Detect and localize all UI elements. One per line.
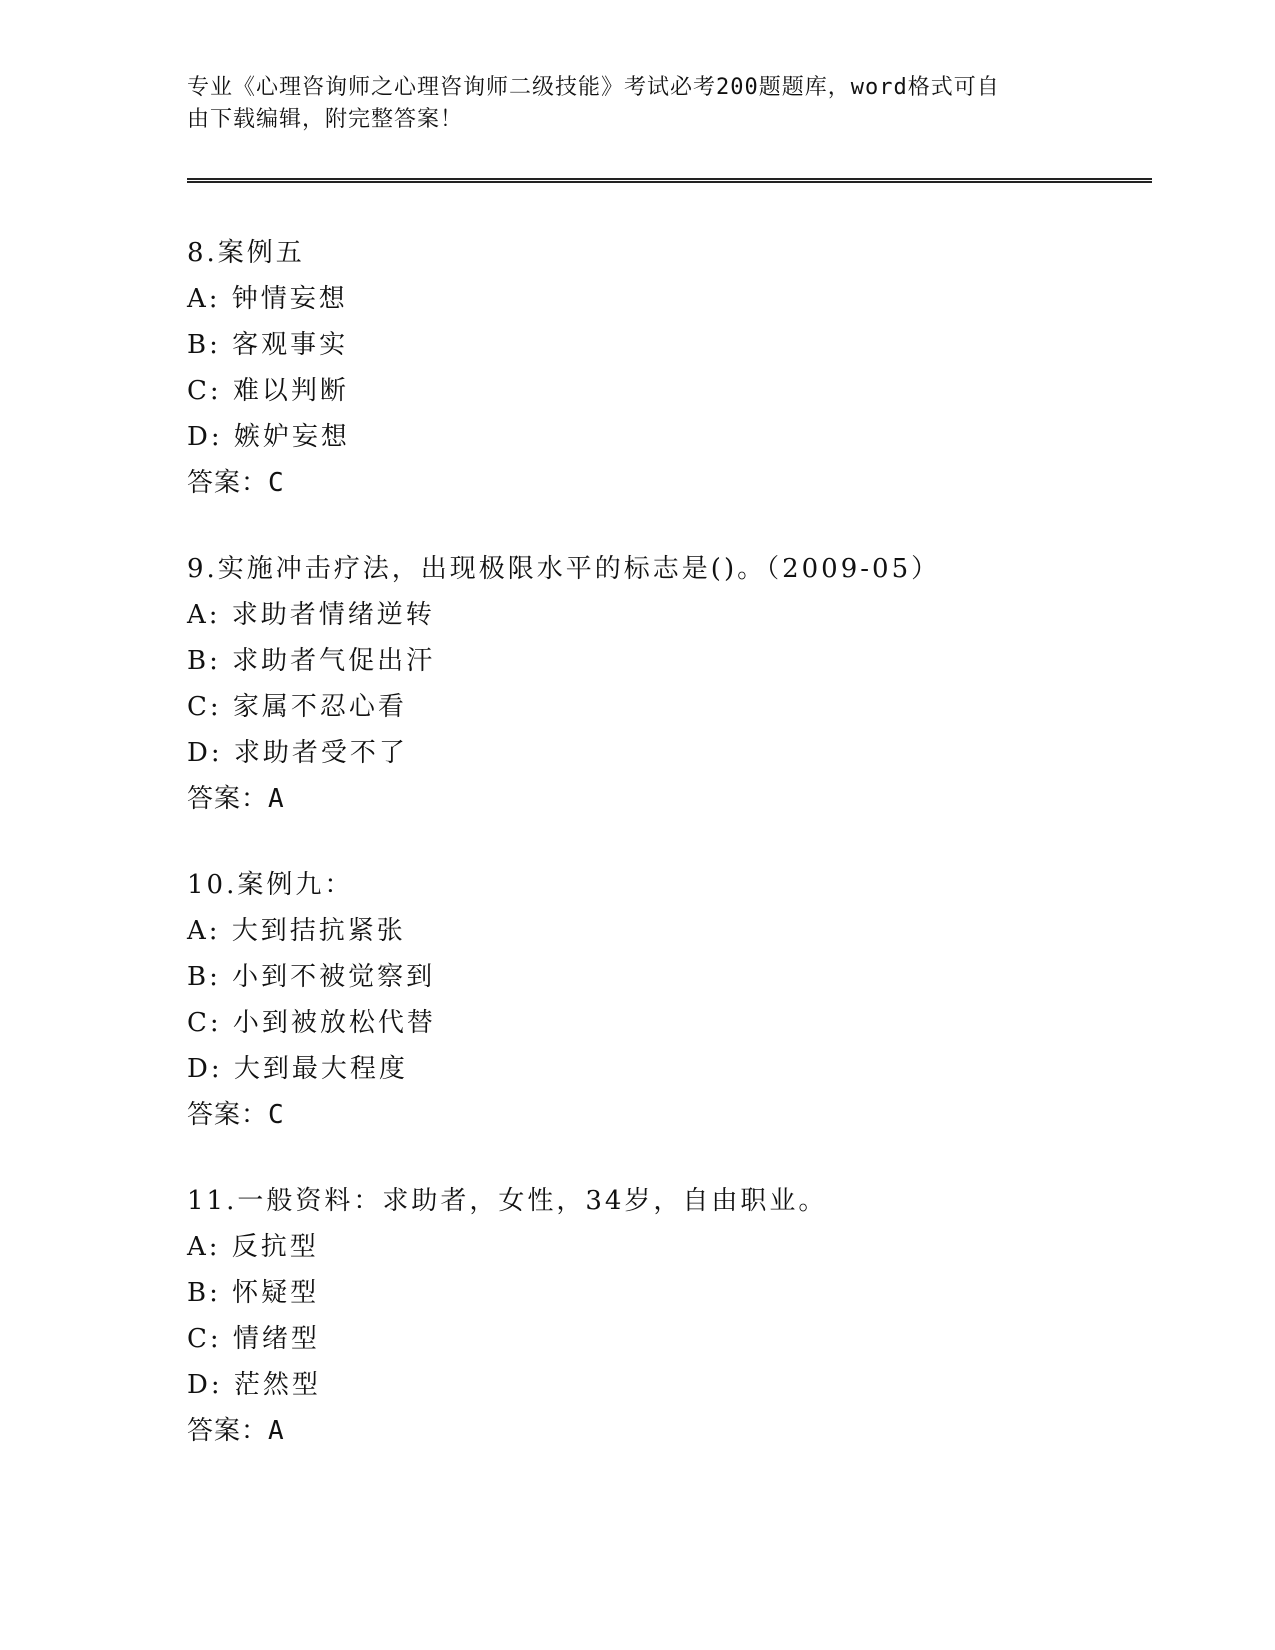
answer-row [187,1092,1087,1138]
answer-row [187,776,1087,822]
option-a: A: 反抗型 [187,1232,319,1262]
question-block [187,1178,1087,1454]
answer-label: 答案： [187,784,269,814]
question-block [187,862,1087,1138]
question-stem: 10.案例九： [187,870,354,900]
option-b: B: 怀疑型 [187,1278,320,1308]
answer-label: 答案： [187,468,269,498]
question-stem: 9.实施冲击疗法，出现极限水平的标志是()。（2009-05） [187,554,941,584]
header-line-2: 由下载编辑，附完整答案！ [187,107,464,132]
option-b: B: 小到不被觉察到 [187,962,436,992]
header-divider [187,178,1152,183]
answer-label: 答案： [187,1416,269,1446]
option-c: C: 小到被放松代替 [187,1008,436,1038]
option-b: B: 求助者气促出汗 [187,646,436,676]
option-a: A: 求助者情绪逆转 [187,600,435,630]
option-b: B: 客观事实 [187,330,349,360]
answer-value: C [268,1100,285,1130]
option-c: C: 家属不忍心看 [187,692,407,722]
option-c: C: 难以判断 [187,376,349,406]
option-d: D: 大到最大程度 [187,1054,408,1084]
answer-value: A [268,784,285,814]
option-d: D: 求助者受不了 [187,738,408,768]
option-a: A: 大到拮抗紧张 [187,916,406,946]
answer-row [187,460,1087,506]
answer-label: 答案： [187,1100,269,1130]
question-stem: 8.案例五 [187,238,305,268]
document-header [187,72,1087,136]
option-c: C: 情绪型 [187,1324,320,1354]
question-stem: 11.一般资料：求助者，女性，34岁，自由职业。 [187,1186,828,1216]
answer-value: A [268,1416,285,1446]
header-line-1: 专业《心理咨询师之心理咨询师二级技能》考试必考200题题库，word格式可自 [187,75,1000,100]
question-block [187,546,1087,822]
option-d: D: 茫然型 [187,1370,321,1400]
answer-row [187,1408,1087,1454]
answer-value: C [268,468,285,498]
question-block [187,230,1087,506]
option-d: D: 嫉妒妄想 [187,422,350,452]
option-a: A: 钟情妄想 [187,284,348,314]
